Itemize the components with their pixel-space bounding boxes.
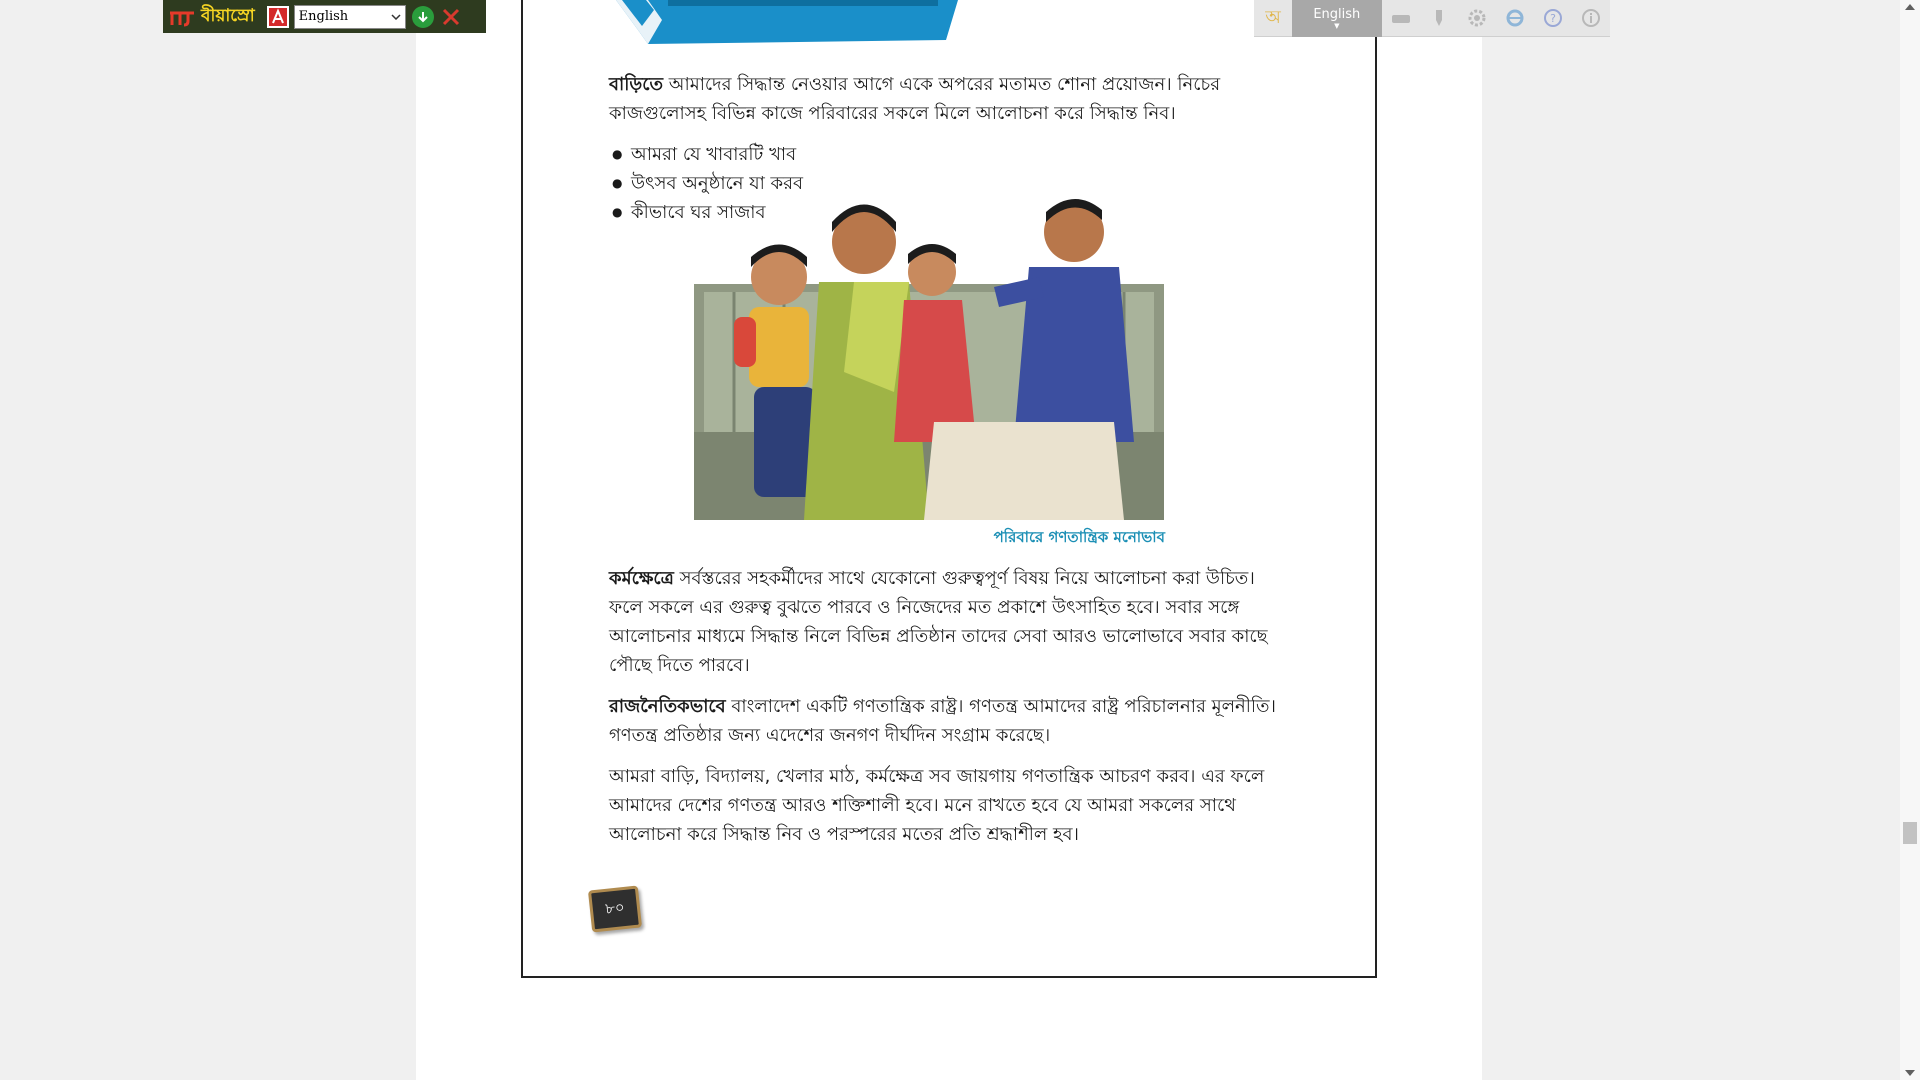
paragraph-body: আমাদের সিদ্ধান্ত নেওয়ার আগে একে অপরের মতামত শোনা প্রয়োজন। নিচের কাজগুলোসহ বিভিন্ন কাজে পরিবারের সকলে মিলে আলোচনা করে সিদ্ধান্ত নিব। (609, 74, 1221, 124)
chevron-down-icon (391, 9, 401, 24)
paragraph-conclusion: আমরা বাড়ি, বিদ্যালয়, খেলার মাঠ, কর্মক্ষেত্র সব জায়গায় গণতান্ত্রিক আচরণ করব। এর ফলে আমাদের দেশের গণতন্ত্র আরও শক্তিশালী হবে। মনে রাখতে হবে যে আমরা সকলের সাথে আলোচনা করে সিদ্ধান্ত নিব ও পরস্পরের মতের প্রতি শ্রদ্ধাশীল হব। (609, 766, 1265, 845)
list-item: ● আমরা যে খাবারটি খাব (609, 140, 1289, 169)
illustration-caption: পরিবারে গণতান্ত্রিক মনোভাব (993, 528, 1165, 546)
list-item: ● উৎসব অনুষ্ঠানে যা করব (609, 169, 1289, 198)
scroll-down-arrow-icon[interactable] (1905, 1070, 1915, 1076)
caret-down-icon: ▼ (1334, 21, 1340, 30)
toolbar-language-label: English (1313, 6, 1361, 22)
paragraph-home (609, 70, 1289, 128)
pen-icon[interactable] (1420, 0, 1458, 37)
paragraph-political (609, 692, 1289, 750)
info-icon[interactable] (1572, 0, 1610, 37)
close-icon[interactable] (440, 6, 462, 28)
paragraph-body: বাংলাদেশ একটি গণতান্ত্রিক রাষ্ট্র। গণতন্ত্র আমাদের রাষ্ট্র পরিচালনার মূলনীতি। গণতন্ত্র প্রতিষ্ঠার জন্য এদেশের জনগণ দীর্ঘদিন সংগ্রাম করেছে। (609, 696, 1276, 746)
scroll-thumb[interactable] (1903, 822, 1917, 844)
language-select[interactable] (294, 5, 406, 29)
list-item: ● কীভাবে ঘর সাজাব (609, 198, 1289, 227)
pdf-icon[interactable] (267, 6, 289, 28)
language-select-value: English (298, 9, 349, 24)
settings-icon[interactable] (1458, 0, 1496, 37)
paragraph-lead: রাজনৈতিকভাবে (609, 696, 726, 717)
keyboard-icon[interactable] (1382, 0, 1420, 37)
chapter-banner (608, 0, 958, 44)
paragraph-lead: বাড়িতে (609, 74, 663, 95)
bangla-letter-icon[interactable]: অ (1265, 6, 1281, 28)
transliteration-toolbar (163, 0, 486, 33)
vertical-scrollbar[interactable] (1900, 0, 1920, 1080)
brand-logo-icon (167, 5, 197, 29)
help-icon[interactable] (1534, 0, 1572, 37)
toolbar-language-button[interactable] (1292, 0, 1381, 37)
paragraph-lead: কর্মক্ষেত্রে (609, 568, 674, 589)
brand-name: বীয়াস্রো (201, 5, 255, 26)
download-icon[interactable] (412, 6, 434, 28)
scroll-up-arrow-icon[interactable] (1905, 4, 1915, 10)
reader-toolbar (1254, 0, 1610, 37)
book-text-lower (609, 564, 1289, 861)
browser-icon[interactable] (1496, 0, 1534, 37)
page-number-badge: ৮০ (588, 886, 642, 933)
paragraph-body: সর্বস্তরের সহকর্মীদের সাথে যেকোনো গুরুত্বপূর্ণ বিষয় নিয়ে আলোচনা করা উচিত। ফলে সকলে এর গুরুত্ব বুঝতে পারবে ও নিজেদের মত প্রকাশে উৎসাহিত হবে। সবার সঙ্গে আলোচনার মাধ্যমে সিদ্ধান্ত নিলে বিভিন্ন প্রতিষ্ঠান তাদের সেবা আরও ভালোভাবে সবার কাছে পৌছে দিতে পারবে। (609, 568, 1268, 676)
svg-text:?: ? (1549, 12, 1556, 25)
paragraph-workplace (609, 564, 1289, 680)
family-illustration (694, 192, 1164, 520)
